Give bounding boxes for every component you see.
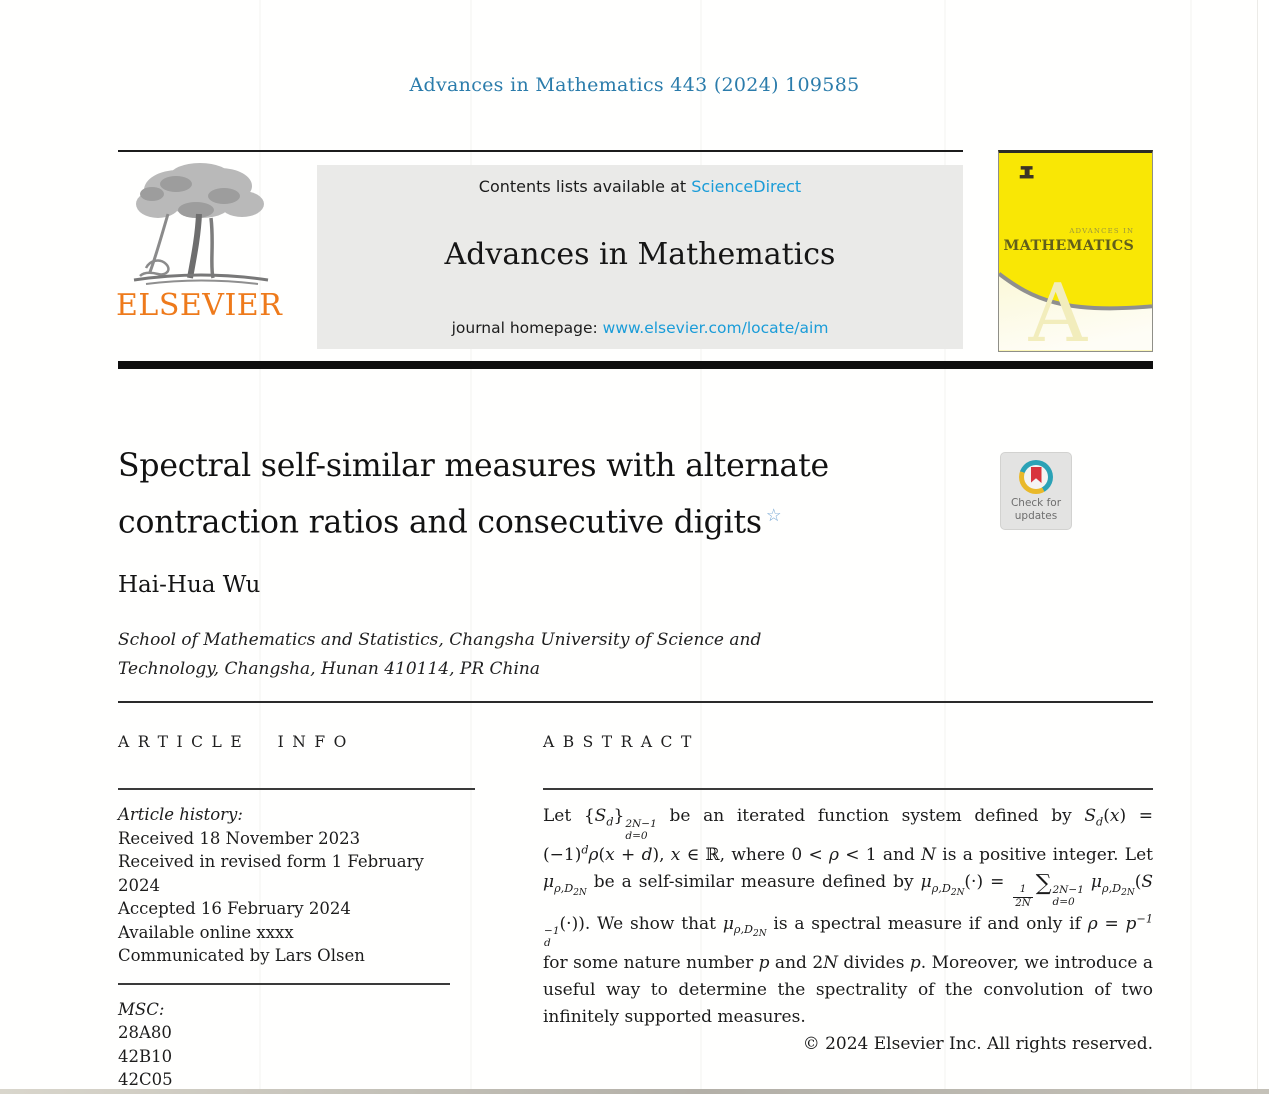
masthead-top-rule <box>118 150 963 152</box>
journal-cover-thumbnail[interactable] <box>998 150 1153 352</box>
abstract-column <box>543 733 1153 1054</box>
abstract-rule <box>543 788 1153 790</box>
masthead-divider-bar <box>118 361 1153 369</box>
cover-small-title: ADVANCES IN <box>1069 227 1135 236</box>
history-item: Received 18 November 2023 <box>118 828 361 848</box>
info-abstract-top-rule <box>118 701 1153 703</box>
journal-title: Advances in Mathematics <box>444 237 836 272</box>
history-item: Communicated by Lars Olsen <box>118 946 365 965</box>
article-info-column <box>118 733 475 1092</box>
elsevier-logo-block <box>116 160 288 350</box>
history-item: Available online xxxx <box>118 922 294 942</box>
article-info-heading: ARTICLE INFO <box>118 733 355 751</box>
scan-seam <box>1190 0 1192 1094</box>
journal-homepage-line <box>317 319 963 337</box>
article-history-label: Article history: <box>118 805 243 824</box>
abstract-heading: ABSTRACT <box>543 733 700 751</box>
check-for-updates-badge[interactable] <box>1000 452 1072 530</box>
crossmark-ring-icon <box>1019 460 1053 494</box>
cover-watermark-letter: A <box>1028 266 1088 351</box>
contents-lists-line <box>317 177 963 196</box>
msc-label: MSC: <box>118 999 165 1019</box>
journal-homepage-link[interactable]: www.elsevier.com/locate/aim <box>602 319 829 337</box>
msc-code: 28A80 <box>118 1023 172 1042</box>
badge-line2: updates <box>1014 509 1058 522</box>
msc-code: 42C05 <box>118 1070 173 1089</box>
running-head-citation: Advances in Mathematics 443 (2024) 109585 <box>409 74 860 96</box>
journal-banner <box>317 165 963 349</box>
msc-rule <box>118 983 450 985</box>
article-info-rule <box>118 788 475 790</box>
article-title-line2: contraction ratios and consecutive digits <box>118 504 762 541</box>
affiliation-line2: Technology, Changsha, Hunan 410114, PR China <box>118 659 541 679</box>
author-name: Hai-Hua Wu <box>118 572 261 598</box>
history-item: Accepted 16 February 2024 <box>118 899 351 918</box>
crossmark-bookmark-icon <box>1031 467 1042 483</box>
abstract-text: Let $\{S_d\}$ 2N−1 d=0 be an iterated function system defined by $S_d(x) = (-1)^d\rho(x + d)$, x ∈ ℝ, where 0 < ρ < 1 and N is a positive integer. Let $\mu_{\rho,D_{2N}}$ be a self-similar measure defined by $\mu_{\rho,D_{2N}}(\cdot)$ = $\frac{1}{2N}$ ∑ 2N−1 d=0 $\mu_{\rho,D_{2N}}(S$ −1 d (·)). We show that $\mu_{\rho,D_{2N}}$ is a spectral measure if and only if $\rho = p^{-1}$ for some nature number p and 2N divides p. Moreover, we introduce a useful way to determine the spectrality of the convolution of two infinitely supported measures. <box>543 806 1154 1027</box>
author-affiliation <box>118 626 761 684</box>
page-bottom-edge <box>0 1089 1269 1094</box>
badge-line1: Check for <box>1010 497 1062 509</box>
sciencedirect-link[interactable]: ScienceDirect <box>691 177 802 196</box>
check-for-updates-label <box>1011 497 1061 522</box>
elsevier-tree-icon <box>116 160 286 286</box>
copyright-line: © 2024 Elsevier Inc. All rights reserved. <box>802 1033 1153 1054</box>
scan-seam <box>1257 0 1258 1094</box>
affiliation-line1: School of Mathematics and Statistics, Changsha University of Science and <box>118 630 762 650</box>
contents-lists-text: Contents lists available at <box>478 177 692 196</box>
msc-code: 42B10 <box>118 1046 173 1066</box>
elsevier-wordmark: ELSEVIER <box>116 288 283 323</box>
article-title <box>118 441 898 548</box>
footnote-star-icon: ☆ <box>765 506 782 526</box>
history-item: Received in revised form 1 February 2024 <box>118 852 424 895</box>
article-title-line1: Spectral self-similar measures with alternate <box>118 448 829 484</box>
cover-big-title: MATHEMATICS <box>1003 238 1135 255</box>
journal-cover-art <box>999 153 1152 351</box>
homepage-label: journal homepage: <box>451 319 603 337</box>
